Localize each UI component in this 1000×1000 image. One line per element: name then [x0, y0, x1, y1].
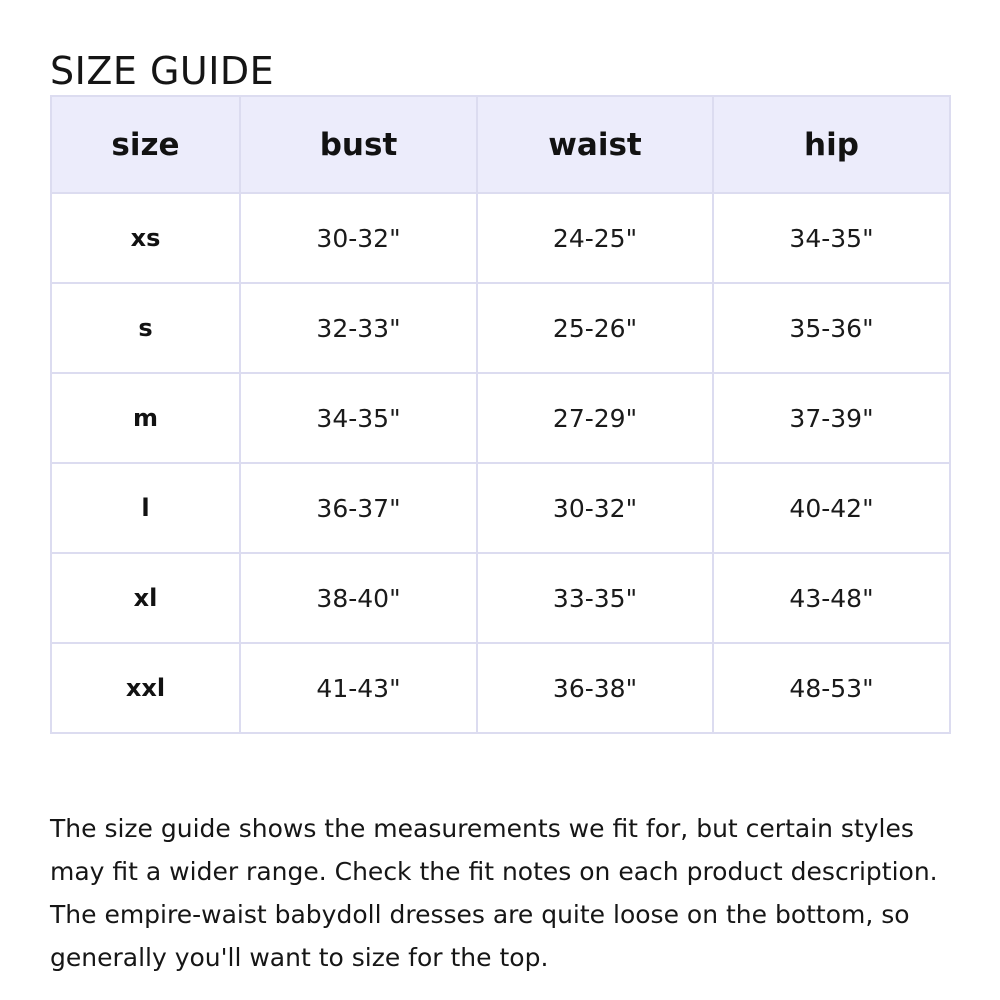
waist-cell: 25-26" — [477, 283, 713, 373]
bust-cell: 34-35" — [240, 373, 477, 463]
hip-cell: 37-39" — [713, 373, 950, 463]
size-cell: xxl — [51, 643, 240, 733]
waist-cell: 36-38" — [477, 643, 713, 733]
size-cell: xs — [51, 193, 240, 283]
column-header-hip: hip — [713, 96, 950, 193]
hip-cell: 43-48" — [713, 553, 950, 643]
fit-note-paragraph: The size guide shows the measurements we fit for, but certain styles may fit a wider range. Check the fit notes on each product description. The empire-waist babydoll dresses are quite loose on the bottom, so generally you'll want to size for the top. — [50, 814, 938, 972]
table-header-row — [51, 96, 950, 193]
column-header-size: size — [51, 96, 240, 193]
hip-cell: 35-36" — [713, 283, 950, 373]
hip-cell: 40-42" — [713, 463, 950, 553]
size-cell: xl — [51, 553, 240, 643]
waist-cell: 33-35" — [477, 553, 713, 643]
waist-cell: 24-25" — [477, 193, 713, 283]
table-row — [51, 193, 950, 283]
bust-cell: 38-40" — [240, 553, 477, 643]
page-title: SIZE GUIDE — [50, 49, 275, 93]
bust-cell: 32-33" — [240, 283, 477, 373]
column-header-bust: bust — [240, 96, 477, 193]
bust-cell: 41-43" — [240, 643, 477, 733]
hip-cell: 34-35" — [713, 193, 950, 283]
bust-cell: 30-32" — [240, 193, 477, 283]
column-header-waist: waist — [477, 96, 713, 193]
size-cell: l — [51, 463, 240, 553]
table-row — [51, 643, 950, 733]
waist-cell: 30-32" — [477, 463, 713, 553]
bust-cell: 36-37" — [240, 463, 477, 553]
size-cell: m — [51, 373, 240, 463]
table-row — [51, 553, 950, 643]
table-row — [51, 463, 950, 553]
hip-cell: 48-53" — [713, 643, 950, 733]
table-row — [51, 373, 950, 463]
size-chart-table — [50, 95, 951, 734]
table-row — [51, 283, 950, 373]
waist-cell: 27-29" — [477, 373, 713, 463]
size-cell: s — [51, 283, 240, 373]
